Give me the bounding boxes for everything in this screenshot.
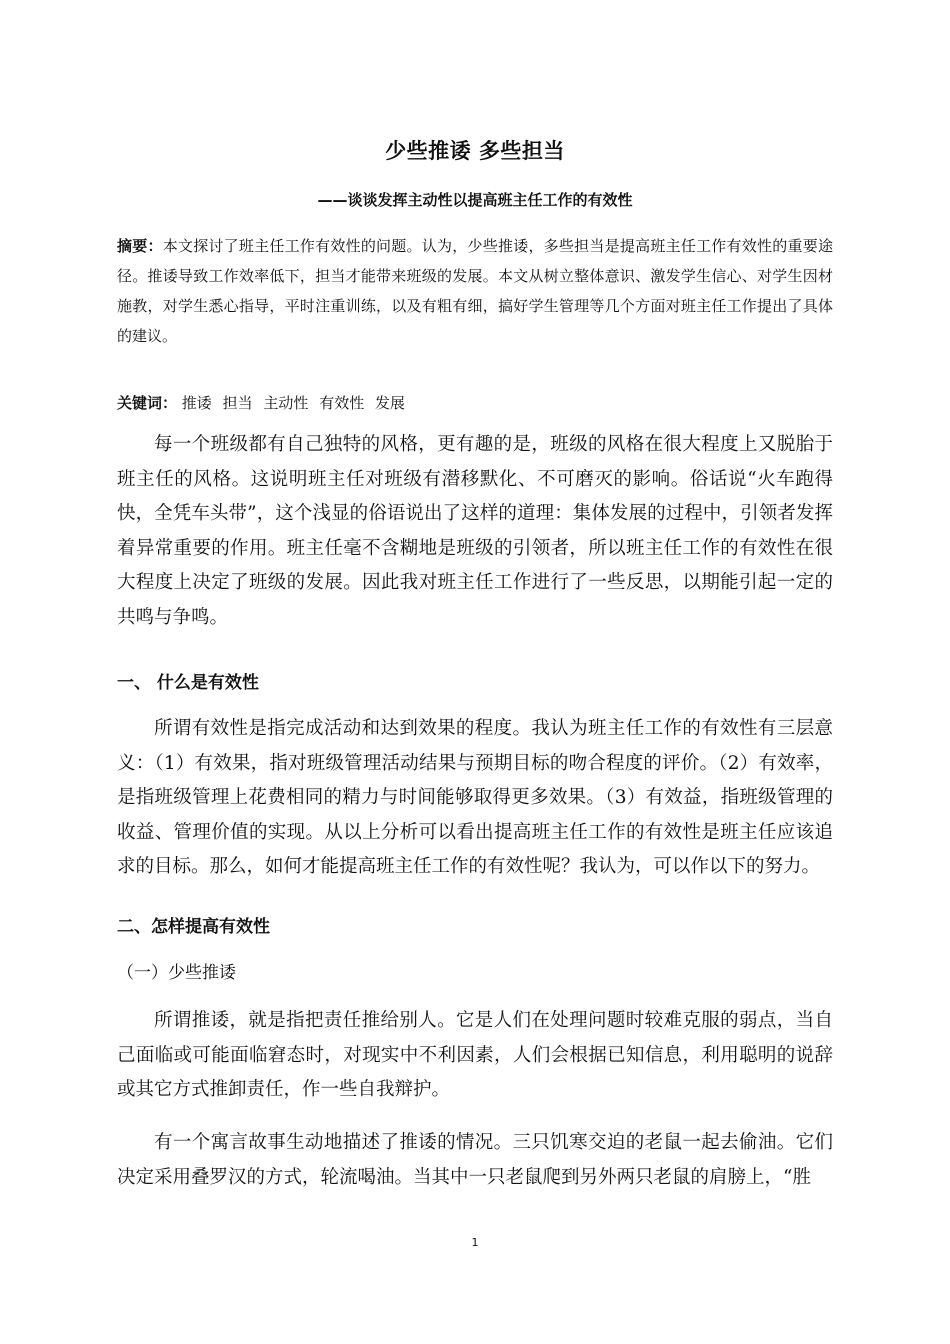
keywords <box>117 389 833 417</box>
abstract-text: 本文探讨了班主任工作有效性的问题。认为，少些推诿，多些担当是提高班主任工作有效性的重要途径。推诿导致工作效率低下，担当才能带来班级的发展。本文从树立整体意识、激发学生信心、对学生因材施教，对学生悉心指导，平时注重训练，以及有粗有细，搞好学生管理等几个方面对班主任工作提出了具体的建议。 <box>117 237 833 345</box>
keyword: 发展 <box>374 394 405 412</box>
subsection-paragraph: 有一个寓言故事生动地描述了推诿的情况。三只饥寒交迫的老鼠一起去偷油。它们决定采用叠罗汉的方式，轮流喝油。当其中一只老鼠爬到另外两只老鼠的肩膀上，“胜 <box>117 1132 833 1188</box>
section1-paragraph: 所谓有效性是指完成活动和达到效果的程度。我认为班主任工作的有效性有三层意义：（1）有效果，指对班级管理活动结果与预期目标的吻合程度的评价。（2）有效率，是指班级管理上花费相同的精力与时间能够取得更多效果。（3）有效益，指班级管理的收益、管理价值的实现。从以上分析可以看出提高班主任工作的有效性是班主任应该追求的目标。那么，如何才能提高班主任工作的有效性呢？我认为，可以作以下的努力。 <box>117 718 833 877</box>
keyword: 有效性 <box>319 394 365 412</box>
intro-paragraph: 每一个班级都有自己独特的风格，更有趣的是，班级的风格在很大程度上又脱胎于班主任的风格。这说明班主任对班级有潜移默化、不可磨灭的影响。俗话说“火车跑得快，全凭车头带”，这个浅显的俗语说出了这样的道理：集体发展的过程中，引领者发挥着异常重要的作用。班主任毫不含糊地是班级的引领者，所以班主任工作的有效性在很大程度上决定了班级的发展。因此我对班主任工作进行了一些反思，以期能引起一定的共鸣与争鸣。 <box>117 434 833 628</box>
abstract-label: 摘要： <box>117 237 163 255</box>
page-title: 少些推诿 多些担当 <box>385 139 565 163</box>
keyword: 担当 <box>222 394 253 412</box>
keyword: 推诿 <box>181 394 212 412</box>
subsection-heading: （一）少些推诿 <box>117 963 236 983</box>
page-subtitle: ——谈谈发挥主动性以提高班主任工作的有效性 <box>317 191 633 209</box>
page-number: 1 <box>471 1236 479 1249</box>
keywords-label: 关键词： <box>117 394 178 412</box>
abstract <box>117 231 833 351</box>
keyword: 主动性 <box>263 394 309 412</box>
section-heading: 二、怎样提高有效性 <box>117 917 270 937</box>
subsection-paragraph: 所谓推诿，就是指把责任推给别人。它是人们在处理问题时较难克服的弱点，当自己面临或可能面临窘态时，对现实中不利因素，人们会根据已知信息，利用聪明的说辞或其它方式推卸责任，作一些自我辩护。 <box>117 1010 833 1100</box>
section-heading: 一、 什么是有效性 <box>117 673 259 693</box>
